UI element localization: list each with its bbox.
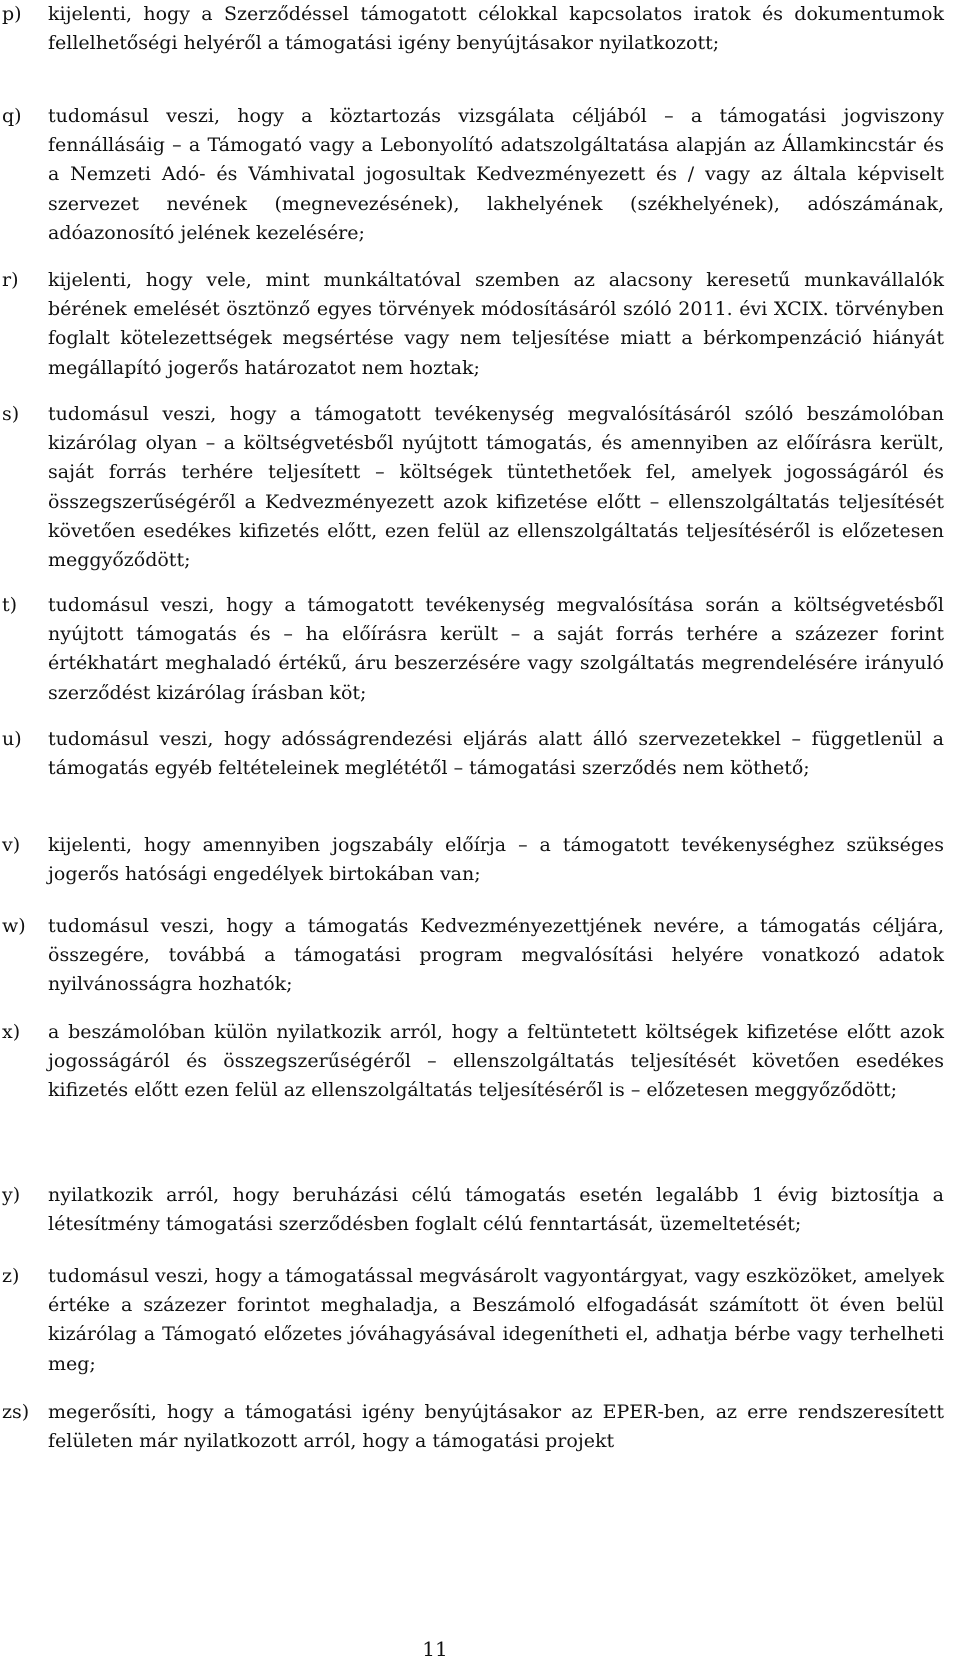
item-text: tudomásul veszi, hogy a köztartozás vizsgálata céljából – a támogatási jogviszony fennállásáig – a Támogató vagy a Lebonyolító adatszolgáltatása alapján az Államkincstár és a Nemzeti Adó- és Vámhivatal jogosultak Kedvezményezett és / vagy az általa képviselt szervezet nevének (megnevezésének), lakhelyének (székhelyének), adószámának, adóazonosító jelének kezelésére; xyxy=(48,105,944,244)
item-label: zs) xyxy=(2,1401,30,1423)
item-text: tudomásul veszi, hogy a támogatott tevékenység megvalósításáról szóló beszámolóban kizárólag olyan – a költségvetésből nyújtott támogatás, és amennyiben az előírásra került, saját forrás terhére teljesített – költségek tüntethetőek fel, amelyek jogosságáról és összegszerűségéről a Kedvezményezett azok kifizetése előtt – ellenszolgáltatás teljesítését követően esedékes kifizetés előtt, ezen felül az ellenszolgáltatás teljesítéséről is előzetesen meggyőződött; xyxy=(48,403,944,572)
item-text: a beszámolóban külön nyilatkozik arról, hogy a feltüntetett költségek kifizetése előtt azok jogosságáról és összegszerűségéről – ellenszolgáltatás teljesítését követően esedékes kifizetés előtt ezen felül az ellenszolgáltatás teljesítéséről is – előzetesen meggyőződött; xyxy=(48,1021,944,1102)
item-label: y) xyxy=(2,1184,21,1206)
item-text: tudomásul veszi, hogy a támogatott tevékenység megvalósítása során a költségvetésből nyújtott támogatás és – ha előírásra került – a saját forrás terhére a százezer forint értékhatárt meghaladó értékű, áru beszerzésére vagy szolgáltatás megrendelésére irányuló szerződést kizárólag írásban köt; xyxy=(48,594,944,704)
item-label: u) xyxy=(2,728,22,750)
item-label: q) xyxy=(2,105,22,127)
item-label: r) xyxy=(2,269,19,291)
item-label: v) xyxy=(2,834,21,856)
page-number: 11 xyxy=(422,1637,448,1661)
item-label: w) xyxy=(2,915,26,937)
item-text: kijelenti, hogy a Szerződéssel támogatott célokkal kapcsolatos iratok és dokumentumok fellelhetőségi helyéről a támogatási igény benyújtásakor nyilatkozott; xyxy=(48,3,944,55)
item-label: p) xyxy=(2,3,22,25)
item-text: megerősíti, hogy a támogatási igény benyújtásakor az EPER-ben, az erre rendszeresített felületen már nyilatkozott arról, hogy a támogatási projekt xyxy=(48,1401,944,1453)
item-label: x) xyxy=(2,1021,21,1043)
item-text: kijelenti, hogy amennyiben jogszabály előírja – a támogatott tevékenységhez szükséges jogerős hatósági engedélyek birtokában van; xyxy=(48,834,944,886)
item-text: nyilatkozik arról, hogy beruházási célú támogatás esetén legalább 1 évig biztosítja a létesítmény támogatási szerződésben foglalt célú fenntartását, üzemeltetését; xyxy=(48,1184,944,1236)
item-label: z) xyxy=(2,1265,20,1287)
item-label: t) xyxy=(2,594,18,616)
item-text: tudomásul veszi, hogy a támogatás Kedvezményezettjének nevére, a támogatás céljára, összegére, továbbá a támogatási program megvalósítási helyére vonatkozó adatok nyilvánosságra hozhatók; xyxy=(48,915,944,996)
item-text: tudomásul veszi, hogy adósságrendezési eljárás alatt álló szervezetekkel – függetlenül a támogatás egyéb feltételeinek meglététől – támogatási szerződés nem köthető; xyxy=(48,728,944,780)
item-text: tudomásul veszi, hogy a támogatással megvásárolt vagyontárgyat, vagy eszközöket, amelyek értéke a százezer forintot meghaladja, a Beszámoló elfogadását számított öt éven belül kizárólag a Támogató előzetes jóváhagyásával idegenítheti el, adhatja bérbe vagy terhelheti meg; xyxy=(48,1265,944,1375)
item-text: kijelenti, hogy vele, mint munkáltatóval szemben az alacsony keresetű munkavállalók bérének emelését ösztönző egyes törvények módosításáról szóló 2011. évi XCIX. törvényben foglalt kötelezettségek megsértése vagy nem teljesítése miatt a bérkompenzáció hiányát megállapító jogerős határozatot nem hoztak; xyxy=(48,269,944,379)
item-label: s) xyxy=(2,403,20,425)
